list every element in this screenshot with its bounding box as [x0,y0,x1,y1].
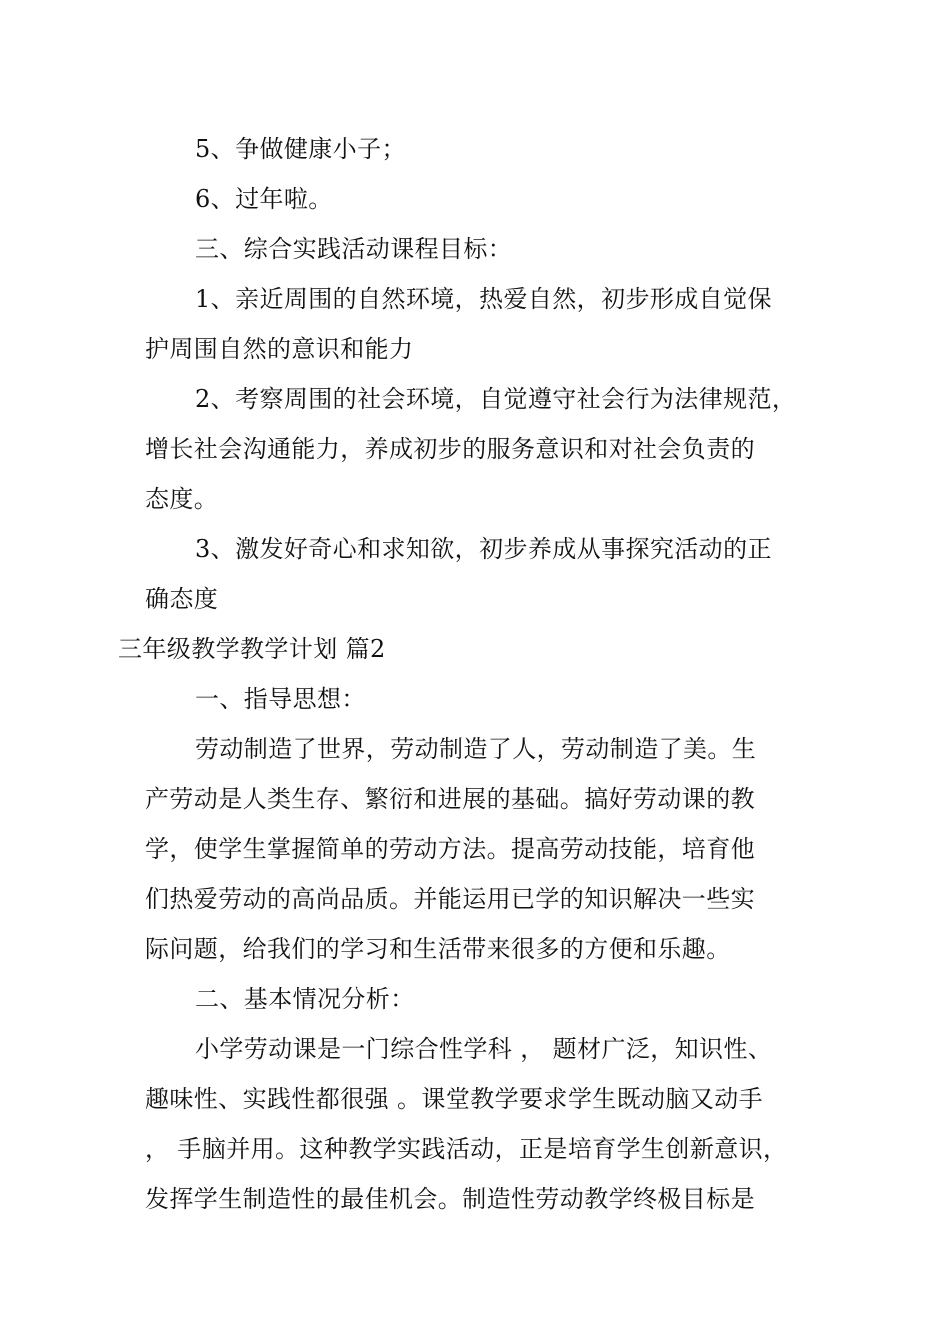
section-heading-goals: 三、综合实践活动课程目标： [195,235,513,263]
list-item-5: 5、争做健康小子； [195,135,406,163]
goal-2-line-3: 态度。 [145,485,219,513]
paragraph-1-line-4: 们热爱劳动的高尚品质。并能运用已学的知识解决一些实 [145,885,755,913]
section-heading-guiding-thought: 一、指导思想： [195,685,366,713]
goal-2-line-1: 2、考察周围的社会环境，自觉遵守社会行为法律规范， [195,385,797,413]
paragraph-2-line-4: 发挥学生制造性的最佳机会。制造性劳动教学终极目标是 [145,1185,755,1213]
goal-1-line-2: 护周围自然的意识和能力 [145,335,414,363]
goal-1-line-1: 1、亲近周围的自然环境，热爱自然，初步形成自觉保 [195,285,772,313]
section-heading-analysis: 二、基本情况分析： [195,985,415,1013]
paragraph-1-line-5: 际问题，给我们的学习和生活带来很多的方便和乐趣。 [145,935,731,963]
paragraph-1-line-1: 劳动制造了世界，劳动制造了人，劳动制造了美。生 [195,735,757,763]
paragraph-2-line-2: 趣味性、实践性都很强 。课堂教学要求学生既动脑又动手 [145,1085,764,1113]
list-item-6: 6、过年啦。 [195,185,333,213]
article-title-part-2: 三年级教学教学计划 篇2 [118,635,386,663]
goal-3-line-2: 确态度 [145,585,219,613]
paragraph-1-line-2: 产劳动是人类生存、繁衍和进展的基础。搞好劳动课的教 [145,785,755,813]
paragraph-2-line-1: 小学劳动课是一门综合性学科 ， 题材广泛，知识性、 [195,1035,773,1063]
paragraph-2-line-3: ， 手脑并用。这种教学实践活动，正是培育学生创新意识， [145,1135,788,1163]
paragraph-1-line-3: 学，使学生掌握简单的劳动方法。提高劳动技能，培育他 [145,835,755,863]
goal-3-line-1: 3、激发好奇心和求知欲，初步养成从事探究活动的正 [195,535,772,563]
goal-2-line-2: 增长社会沟通能力，养成初步的服务意识和对社会负责的 [145,435,755,463]
